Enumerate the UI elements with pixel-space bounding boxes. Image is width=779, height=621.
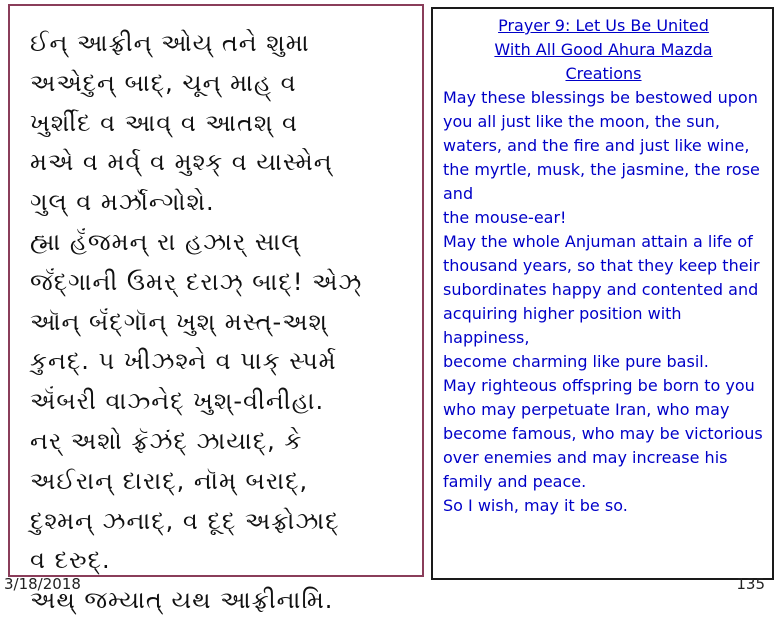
gujarati-line: અએદુન્ બાદ્, ચૂન્ માહ્ વ [30,68,297,97]
gujarati-lines [30,24,362,621]
gujarati-line: ઑન્ બૅંદ્ગૉન્ ખુશ્ મસ્ત્-અશ્ [30,307,329,336]
prayer-title: Prayer 9: Let Us Be United With All Good Ahura Mazda Creations [494,16,713,83]
gujarati-line: ઈન્ આફ્રીન્ ઓય્ તને શુમા [30,29,310,57]
gujarati-line: કુનદ્. ૫ ખીઝશ્ને વ પાક્ સ્પર્મ [30,347,337,376]
gujarati-line: ગુલ્ વ મર્ઝૉન્ગોશે. [30,188,215,217]
gujarati-line: અથ્ જમ્યાત્ યથ આફ્રીનામિ. [30,586,334,615]
gujarati-line: જૅંદ્ગાની ઉમર્ દરાઝ્ બાદ્! એઝ્ [30,267,363,296]
slide-date: 3/18/2018 [4,575,81,593]
gujarati-line: નર્ અશો ફ્રૅઝંદ્ ઝાયાદ્, કે [30,426,303,455]
translation-panel [431,7,774,580]
gujarati-line: ઍંબરી વાઝ્નેદ્ ખુશ્-વીનીહા. [30,387,325,416]
gujarati-line: ખુર્શીદ વ આવ્ વ આતશ્ વ [30,108,298,137]
gujarati-line: અઈરાન્ દારાદ્, નૉમ્ બરાદ્, [30,466,309,495]
translation-text: May these blessings be bestowed upon you all just like the moon, the sun, waters, and the fire and just like wine, the myrtle, musk, the jasmine, the rose and the mouse-ear! May the whole Anjuman attain a life of thousand years, so that they keep their subordinates happy and contented and acquiring higher position with happiness, become charming like pure basil. May righteous offspring be born to you who may perpetuate Iran, who may become famous, who may be victorious over enemies and may increase his family and peace. So I wish, may it be so. [443,88,763,515]
gujarati-line: દુશ્મન્ ઝનાદ્, વ દૂદ્ અફ્રોઝાદ્ [30,506,340,535]
page-number: 135 [736,575,765,593]
gujarati-line: હ્મા હૅંજમન્ રા હઝાર્ સાલ્ [30,227,301,256]
gujarati-line: મએ વ મર્વ્ વ મુશ્ક્ વ યાસ્મેન્ [30,148,333,177]
gujarati-line: વ દરુદ્. [30,546,111,575]
